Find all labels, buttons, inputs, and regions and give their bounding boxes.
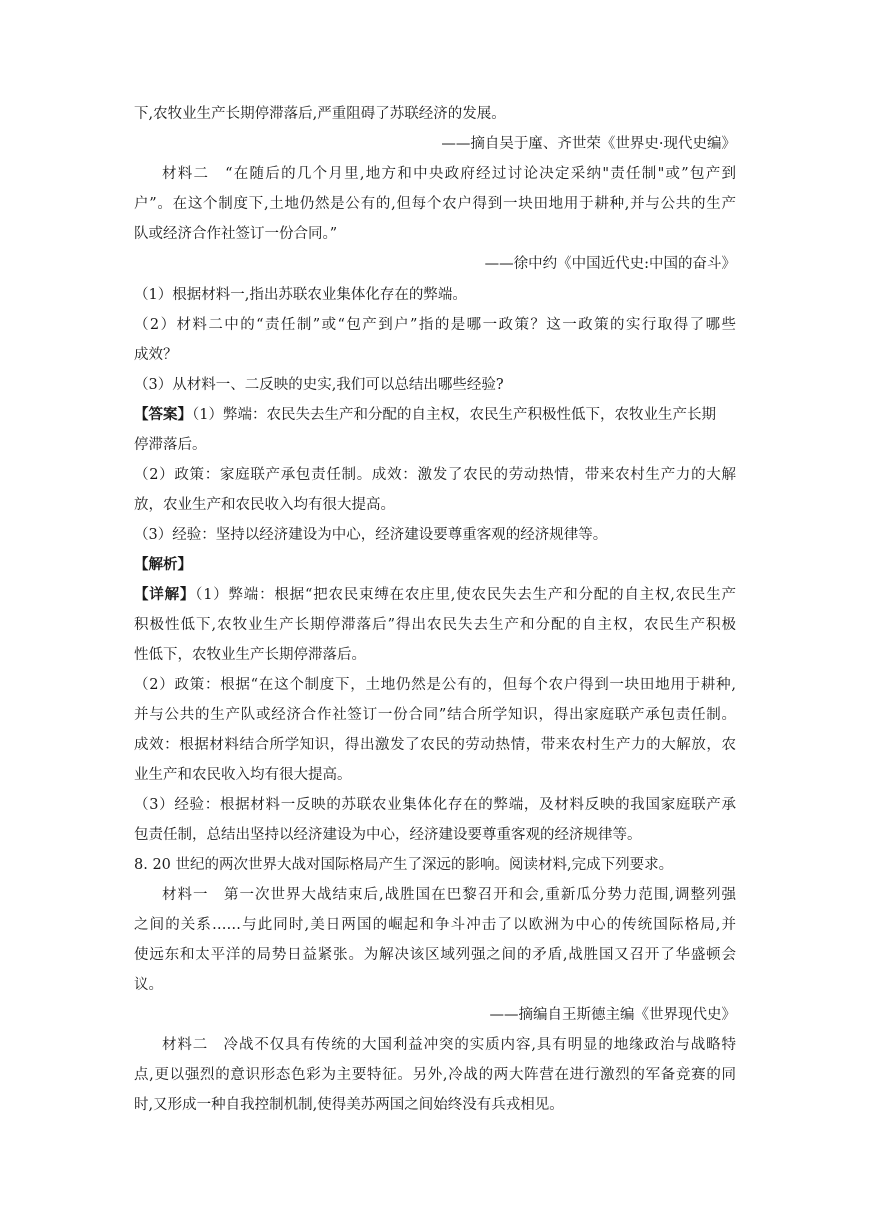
text-line: （3）经验：根据材料一反映的苏联农业集体化存在的弊端，及材料反映的我国家庭联产承 [134,797,736,813]
text-line: 积极性低下,农牧业生产长期停滞落后”得出农民失去生产和分配的自主权，农民生产积极 [134,617,736,633]
question-2: （2）材料二中的“责任制”或“包产到户”指的是哪一政策？这一政策的实行取得了哪些 [134,317,736,333]
analysis-label: 【解析】 [134,556,192,573]
answer-line: （3）经验：坚持以经济建设为中心，经济建设要尊重客观的经济规律等。 [134,527,608,543]
detail-line [134,585,736,605]
text-line: 之间的关系……与此同时,美日两国的崛起和争斗冲击了以欧洲为中心的传统国际格局,并 [134,917,736,933]
text-line: 放，农业生产和农民收入均有很大提高。 [134,497,395,513]
text-line: （2）政策：根据“在这个制度下，土地仍然是公有的，但每个农户得到一块田地用于耕种, [134,677,736,693]
text-line: 使远东和太平洋的局势日益紧张。为解决该区域列强之间的矛盾,战胜国又召开了华盛顿会 [134,947,736,963]
text-line: 点,更以强烈的意识形态色彩为主要特征。另外,冷战的两大阵营在进行激烈的军备竞赛的同 [134,1067,736,1083]
text-line: 成效？ [134,347,178,363]
detail-label: 【详解】 [134,586,196,603]
text-line: 停滞落后。 [134,437,207,453]
source-citation: ——摘编自王斯德主编《世界现代史》 [489,1007,736,1023]
question-8-stem: 8. 20 世纪的两次世界大战对国际格局产生了深远的影响。阅读材料,完成下列要求。 [134,857,674,873]
answer-text: （1）弊端：农民失去生产和分配的自主权，农民生产积极性低下，农牧业生产长期 [192,407,716,423]
text-line: 户”。在这个制度下,土地仍然是公有的,但每个农户得到一块田地用于耕种,并与公共的生产 [134,196,736,212]
question-1: （1）根据材料一,指出苏联农业集体化存在的弊端。 [134,287,467,303]
material-paragraph: 材料二 “在随后的几个月里,地方和中央政府经过讨论决定采纳"责任制"或”包产到 [162,166,736,182]
source-citation: ——摘自吴于廑、齐世荣《世界史·现代史编》 [441,136,736,152]
text-line: 并与公共的生产队或经济合作社签订一份合同”结合所学知识，得出家庭联产承包责任制。 [134,707,736,723]
text-line: 成效：根据材料结合所学知识，得出激发了农民的劳动热情，带来农村生产力的大解放，农 [134,737,736,753]
material-paragraph: 材料二 冷战不仅具有传统的大国利益冲突的实质内容,具有明显的地缘政治与战略特 [162,1037,736,1053]
text-line: 队或经济合作社签订一份合同。” [134,226,338,242]
text-line: 下,农牧业生产长期停滞落后,严重阻碍了苏联经济的发展。 [134,106,506,122]
text-line: 业生产和农民收入均有很大提高。 [134,767,352,783]
material-paragraph: 材料一 第一次世界大战结束后,战胜国在巴黎召开和会,重新瓜分势力范围,调整列强 [162,887,736,903]
question-3: （3）从材料一、二反映的史实,我们可以总结出哪些经验? [134,377,504,393]
answer-label: 【答案】 [134,406,192,423]
text-line: 包责任制，总结出坚持以经济建设为中心，经济建设要尊重客观的经济规律等。 [134,827,642,843]
answer-line [134,405,736,425]
text-line: 性低下，农牧业生产长期停滞落后。 [134,647,366,663]
answer-line: （2）政策：家庭联产承包责任制。成效：激发了农民的劳动热情，带来农村生产力的大解 [134,467,736,483]
detail-text: （1）弊端：根据“把农民束缚在农庄里,使农民失去生产和分配的自主权,农民生产 [195,587,736,603]
text-line: 议。 [134,977,163,993]
text-line: 时,又形成一种自我控制机制,使得美苏两国之间始终没有兵戎相见。 [134,1097,564,1113]
source-citation: ——徐中约《中国近代史:中国的奋斗》 [484,256,736,272]
